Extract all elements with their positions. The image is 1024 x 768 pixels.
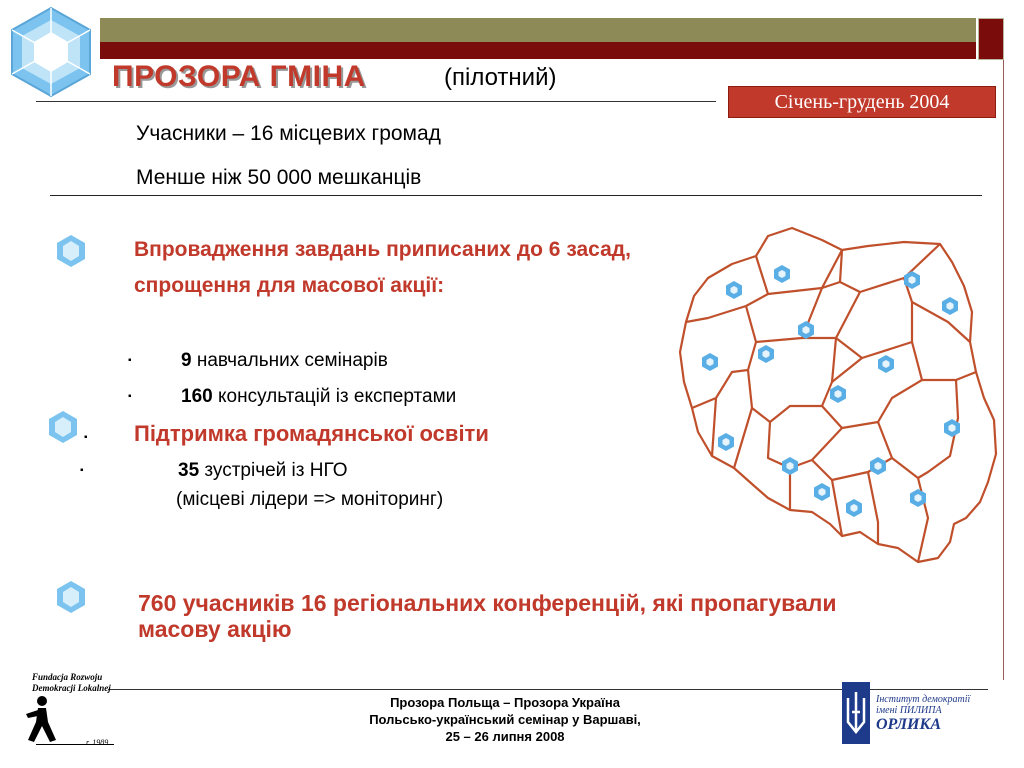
trident-logo-icon bbox=[842, 682, 870, 744]
foundation-logo bbox=[22, 672, 114, 752]
institute-name-1: Інститут демократії bbox=[876, 694, 971, 705]
page-title: ПРОЗОРА ГМІНА bbox=[112, 60, 366, 93]
bullet-text: навчальних семінарів bbox=[196, 350, 388, 371]
walking-figure-icon bbox=[22, 694, 62, 744]
square-bullet-icon: ▪ bbox=[128, 391, 132, 402]
bullet-number: 160 bbox=[181, 386, 213, 407]
section1-heading: Впровадження завдань приписаних до 6 засад, спрощення для масової акції: bbox=[134, 238, 631, 297]
conference-text: 760 учасників 16 регіональних конференцій, які пропагували масову акцію bbox=[138, 590, 837, 642]
bullet-continuation: (місцеві лідери => моніторинг) bbox=[176, 489, 444, 510]
bullet-text: зустрічей із НГО bbox=[204, 460, 348, 481]
page-subtitle: (пілотний) bbox=[444, 64, 557, 91]
header-corner-square bbox=[978, 18, 1004, 60]
list-item bbox=[80, 460, 348, 482]
bullet-number: 35 bbox=[178, 460, 200, 481]
foundation-name-1: Fundacja Rozwoju bbox=[32, 672, 103, 682]
foundation-name-2: Demokracji Lokalnej bbox=[32, 683, 111, 693]
square-bullet-icon: ▪ bbox=[84, 432, 88, 443]
hexagon-bullet-icon bbox=[56, 234, 86, 268]
square-bullet-icon: ▪ bbox=[128, 355, 132, 366]
list-item bbox=[128, 386, 457, 408]
foundation-year: r. 1989 bbox=[86, 738, 109, 747]
divider-top bbox=[36, 101, 716, 102]
footer-line-3: 25 – 26 липня 2008 bbox=[445, 729, 565, 744]
footer-line-1: Прозора Польща – Прозора Україна bbox=[390, 695, 620, 710]
footer-line-2: Польсько-український семінар у Варшаві, bbox=[369, 712, 641, 727]
hexagon-bullet-icon bbox=[48, 410, 78, 444]
divider-mid bbox=[50, 195, 982, 196]
list-item bbox=[128, 350, 388, 372]
institute-name-2: імені ПИЛИПА bbox=[876, 705, 942, 716]
section2-heading: Підтримка громадянської освіти bbox=[134, 421, 489, 446]
header-bar-maroon bbox=[100, 42, 976, 59]
participants-text: Учасники – 16 місцевих громад bbox=[136, 122, 441, 145]
right-border-line bbox=[1003, 60, 1004, 680]
bullet-text: консультацій із експертами bbox=[217, 386, 457, 407]
population-text: Менше ніж 50 000 мешканців bbox=[136, 166, 422, 189]
hexagon-logo-icon bbox=[8, 6, 94, 98]
institute-name-3: ОРЛИКА bbox=[876, 716, 942, 733]
bullet-number: 9 bbox=[181, 350, 192, 371]
institute-logo bbox=[842, 682, 982, 746]
period-badge: Січень-грудень 2004 bbox=[728, 86, 996, 118]
footer-text bbox=[330, 694, 680, 745]
hexagon-bullet-icon bbox=[56, 580, 86, 614]
header-bar-olive bbox=[100, 18, 976, 42]
poland-map bbox=[672, 222, 1002, 567]
square-bullet-icon: ▪ bbox=[80, 465, 84, 476]
